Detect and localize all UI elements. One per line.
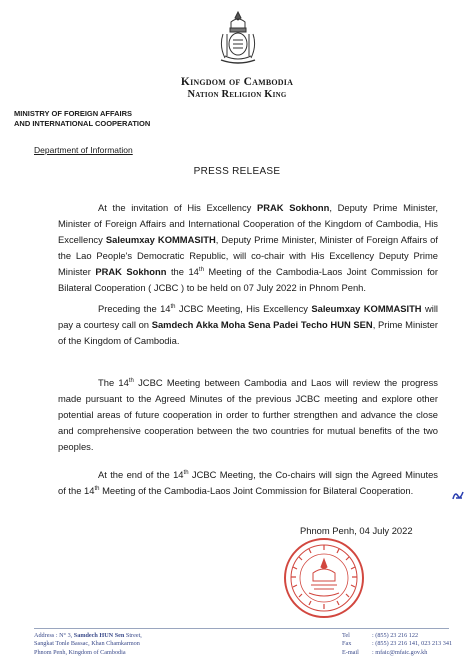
footer-fax: Fax : (855) 23 216 141, 023 213 341 [342,640,453,648]
kingdom-title: Kingdom of Cambodia [180,76,294,88]
national-motto: Nation Religion King [187,89,287,100]
signature-initial-icon [451,489,465,503]
royal-emblem-icon [215,10,261,68]
ministry-line-1: MINISTRY OF FOREIGN AFFAIRS [14,109,133,118]
page-title: PRESS RELEASE [193,166,281,177]
footer-address: Address : N° 3, Samdech HUN Sen Street, Sangkat Tonle Bassac, Khan Chamkarmon Phnom Penh, Kingdom of Cambodia [34,632,142,656]
paragraph-2: Preceding the 14th JCBC Meeting, His Excellency Saleumxay KOMMASITH will pay a courtesy call on Samdech Akka Moha Sena Padei Techo HUN SEN, Prime Minister of the Kingdom of Cambodia. [58,303,439,346]
paragraph-3: The 14th JCBC Meeting between Cambodia and Laos will review the progress made pursuant to the Agreed Minutes of the previous JCBC meeting and explore other potential areas of future cooperation in order to further strengthen and advance the close and comprehensive cooperation between the two countries for mutual benefits of the two peoples. [58,377,438,452]
paragraph-1: At the invitation of His Excellency PRAK Sokhonn, Deputy Prime Minister, Minister of Foreign Affairs and International Cooperation of the Kingdom of Cambodia, His Excellency Saleumxay KOMMASITH, Deputy Prime Minister, Minister of Foreign Affairs of the Lao People's Democratic Republic, will co-chair with His Excellency Deputy Prime Minister PRAK Sokhonn the 14th Meeting of the Cambodia-Laos Joint Commission for Bilateral Cooperation ( JCBC ) to be held on 07 July 2022 in Phnom Penh. [58,202,439,293]
ministry-line-2: AND INTERNATIONAL COOPERATION [14,119,151,128]
department-label: Department of Information [34,145,133,155]
footer-contact [342,632,452,657]
footer-tel: Tel : (855) 23 216 122 [342,632,419,639]
ministry-name [14,109,150,129]
paragraph-4: At the end of the 14th JCBC Meeting, the Co-chairs will sign the Agreed Minutes of the 14th Meeting of the Cambodia-Laos Joint Commission for Bilateral Cooperation. [58,469,438,496]
date-line: Phnom Penh, 04 July 2022 [300,525,413,536]
ministry-seal-icon [283,537,365,619]
email-link[interactable]: : mfaic@mfaic.gov.kh [372,648,428,656]
footer-email: E-mail : mfaic@mfaic.gov.kh [342,648,428,656]
footer-divider [34,628,449,629]
